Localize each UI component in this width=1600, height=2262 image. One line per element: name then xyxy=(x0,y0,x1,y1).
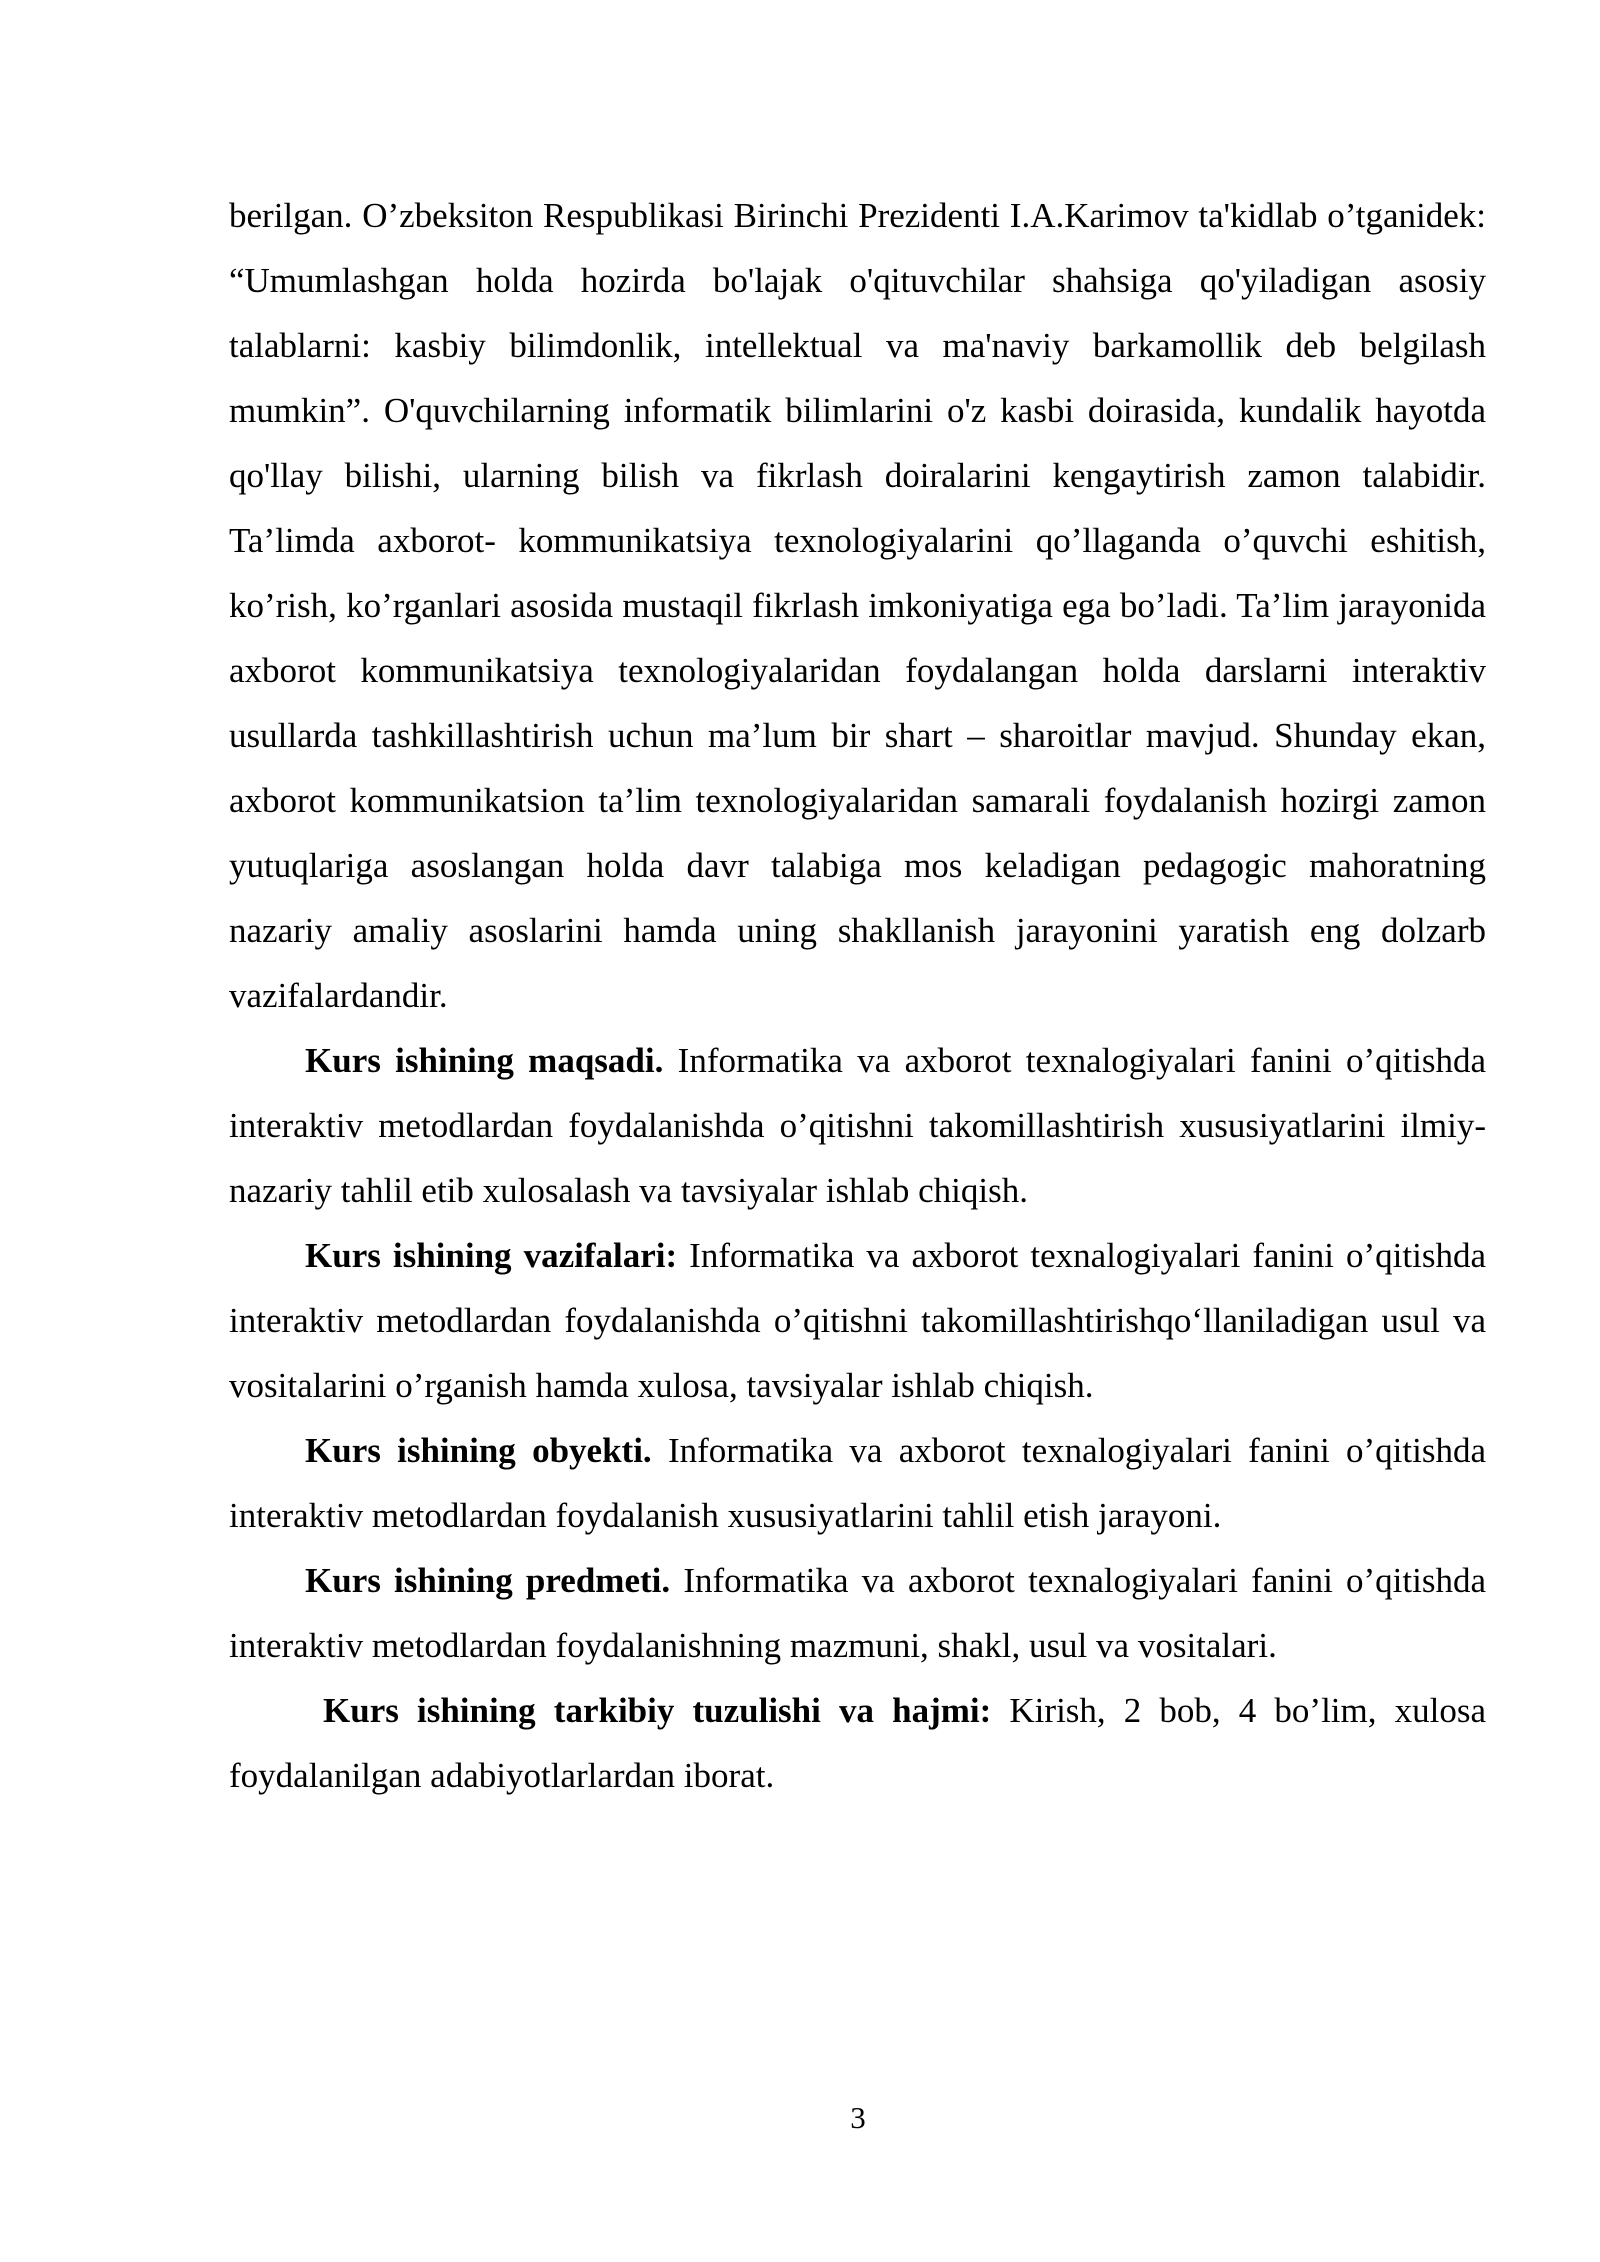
paragraph-intro xyxy=(229,183,1486,1028)
body-text xyxy=(229,183,1486,1808)
paragraph-heading: Kurs ishining predmeti. xyxy=(305,1561,671,1600)
paragraph-text: Informatika va axborot texnalogiyalari fanini o’qitishda interaktiv metodlardan foydalanishning mazmuni, shakl, usul va vositalari. xyxy=(229,1561,1486,1665)
paragraph-text: Kirish, 2 bob, 4 bo’lim, xulosa foydalanilgan adabiyotlarlardan iborat. xyxy=(229,1691,1486,1795)
paragraph-goal xyxy=(229,1028,1486,1223)
paragraph-heading: Kurs ishining maqsadi. xyxy=(305,1041,664,1080)
paragraph-text: Informatika va axborot texnalogiyalari fanini o’qitishda interaktiv metodlardan foydalanishda o’qitishni takomillashtirishqo‘llaniladigan usul va vositalarini o’rganish hamda xulosa, tavsiyalar ishlab chiqish. xyxy=(229,1236,1486,1405)
paragraph-heading: Kurs ishining obyekti. xyxy=(305,1431,652,1470)
paragraph-text: Informatika va axborot texnalogiyalari fanini o’qitishda interaktiv metodlardan foydalanish xususiyatlarini tahlil etish jarayoni. xyxy=(229,1431,1486,1535)
paragraph-heading: Kurs ishining tarkibiy tuzulishi va hajmi: xyxy=(323,1691,992,1730)
paragraph-heading: Kurs ishining vazifalari: xyxy=(305,1236,678,1275)
paragraph-subject xyxy=(229,1548,1486,1678)
paragraph-text: berilgan. O’zbeksiton Respublikasi Birinchi Prezidenti I.A.Karimov ta'kidlab o’tganidek: “Umumlashgan holda hozirda bo'lajak o'qituvchilar shahsiga qo'yiladigan asosiy talablarni: kasbiy bilimdonlik, intellektual va ma'naviy barkamollik deb belgilash mumkin”. O'quvchilarning informatik bilimlarini o'z kasbi doirasida, kundalik hayotda qo'llay bilishi, ularning bilish va fikrlash doiralarini kengaytirish zamon talabidir. Ta’limda axborot- kommunikatsiya texnologiyalarini qo’llaganda o’quvchi eshitish, ko’rish, ko’rganlari asosida mustaqil fikrlash imkoniyatiga ega bo’ladi. Ta’lim jarayonida axborot kommunikatsiya texnologiyalaridan foydalangan holda darslarni interaktiv usullarda tashkillashtirish uchun ma’lum bir shart – sharoitlar mavjud. Shunday ekan, axborot kommunikatsion ta’lim texnologiyalaridan samarali foydalanish hozirgi zamon yutuqlariga asoslangan holda davr talabiga mos keladigan pedagogic mahoratning nazariy amaliy asoslarini hamda uning shakllanish jarayonini yaratish eng dolzarb vazifalardandir. xyxy=(229,196,1486,1015)
paragraph-object xyxy=(229,1418,1486,1548)
page-number: 3 xyxy=(850,2100,866,2135)
paragraph-structure xyxy=(229,1678,1486,1808)
paragraph-tasks xyxy=(229,1223,1486,1418)
paragraph-text: Informatika va axborot texnalogiyalari fanini o’qitishda interaktiv metodlardan foydalanishda o’qitishni takomillashtirish xususiyatlarini ilmiy-nazariy tahlil etib xulosalash va tavsiyalar ishlab chiqish. xyxy=(229,1041,1486,1210)
